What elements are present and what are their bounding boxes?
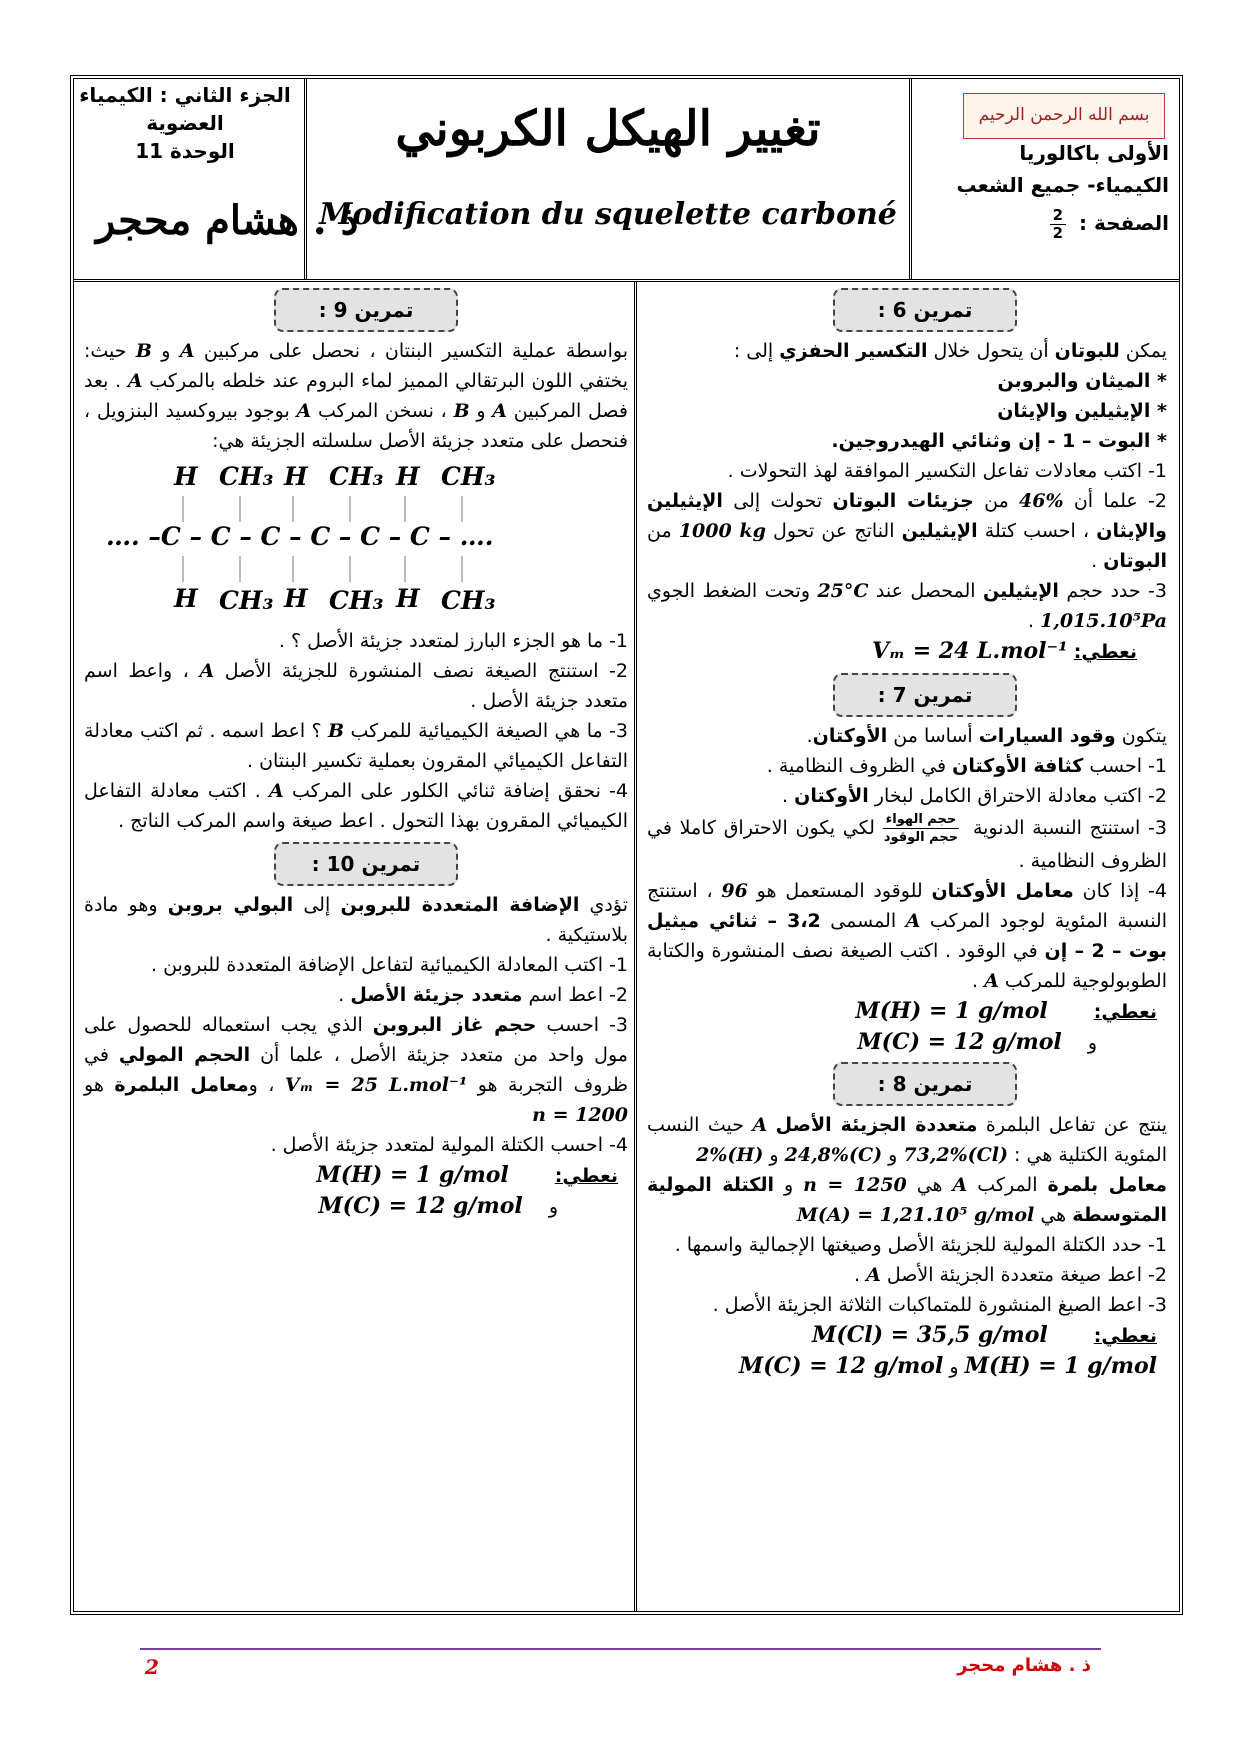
- ex8-intro: ينتج عن تفاعل البلمرة متعددة الجزيئة الأصل A حيث النسب المئوية الكتلية هي : 73,2%(Cl) و 24,8%(C) و 2%(H): [647, 1114, 1168, 1166]
- ex9-question-4: 4- نحقق إضافة ثنائي الكلور على المركب A . اكتب معادلة التفاعل الكيميائي المقرون بهذا التحول . اعط صيغة واسم المركب الناتج .: [84, 780, 628, 832]
- ex6-intro: يمكن للبوتان أن يتحول خلال التكسير الحفزي إلى :: [733, 340, 1167, 362]
- subject-label: الكيمياء- جميع الشعب: [956, 173, 1169, 197]
- ex7-question-2: 2- اكتب معادلة الاحتراق الكامل لبخار الأوكتان .: [782, 785, 1167, 807]
- ex7-question-4: 4- إذا كان معامل الأوكتان للوقود المستعمل هو 96 ، استنتج النسبة المئوية لوجود المركب A المسمى 3،2 – ثنائي ميثيل بوت – 2 – إن في الوقود . اكتب الصيغة نصف المنشورة والكتابة الطوبولوجية للمركب A .: [647, 880, 1168, 992]
- exercise-7-title: تمرين 7 :: [833, 673, 1017, 717]
- ex8-data: معامل بلمرة المركب A هي n = 1250 و الكتلة المولية المتوسطة هي M(A) = 1,21.10⁵ g/mol: [647, 1174, 1167, 1226]
- ex8-given-2: M(H) = 1 g/mol و M(C) = 12 g/mol: [738, 1353, 1157, 1379]
- ex8-question-1: 1- حدد الكتلة المولية للجزيئة الأصل وصيغتها الإجمالية واسمها .: [674, 1234, 1167, 1256]
- ex10-question-1: 1- اكتب المعادلة الكيميائية لتفاعل الإضافة المتعددة للبروبن .: [151, 954, 628, 976]
- author-name: ذ . هشام محجر: [96, 197, 359, 244]
- ex9-question-3: 3- ما هي الصيغة الكيميائية للمركب B ؟ اعط اسمه . ثم اكتب معادلة التفاعل الكيميائي المقرون بعملية تكسير البنتان .: [84, 720, 629, 772]
- ex7-given-2: و M(C) = 12 g/mol: [857, 1029, 1097, 1055]
- header-info-box: [909, 79, 1179, 279]
- mol-top-3: H: [284, 462, 308, 491]
- exercise-6-title: تمرين 6 :: [833, 288, 1017, 332]
- polymer-chain-formula: [84, 456, 628, 626]
- exercise-10-title: تمرين 10 :: [274, 842, 458, 886]
- page-den: 2: [1052, 224, 1064, 242]
- header-title-box: [304, 79, 909, 279]
- header: [74, 79, 1179, 282]
- mol-bottom-1: H: [174, 584, 198, 613]
- ex6-question-3: 3- حدد حجم الإيثيلين المحصل عند 25°C وتحت الضغط الجوي 1,015.10⁵Pa .: [647, 580, 1167, 632]
- footer-page-number: 2: [145, 1655, 159, 1679]
- mol-top-2: CH₃: [219, 462, 274, 491]
- mol-bottom-4: CH₃: [329, 586, 384, 615]
- title-french: Modification du squelette carboné: [319, 197, 897, 232]
- ex9-question-2: 2- استنتج الصيغة نصف المنشورة للجزيئة الأصل A ، واعط اسم متعدد جزيئة الأصل .: [84, 660, 629, 712]
- air-fuel-ratio: $\frac{\text{حجم الهواء}}{\text{حجم الوقود}}$: [883, 812, 959, 845]
- ex9-question-1: 1- ما هو الجزء البارز لمتعدد جزيئة الأصل ؟ .: [278, 630, 628, 652]
- mol-top-5: H: [396, 462, 420, 491]
- ex6-product-2: * الإيثيلين والإيثان: [997, 400, 1167, 422]
- ex8-question-2: 2- اعط صيغة متعددة الجزيئة الأصل A .: [853, 1264, 1167, 1286]
- mol-top-4: CH₃: [329, 462, 384, 491]
- level-label: الأولى باكالوريا: [1019, 141, 1169, 165]
- right-column: [634, 282, 1179, 1611]
- mol-bottom-2: CH₃: [219, 586, 274, 615]
- page-indicator: [1050, 207, 1169, 242]
- footer-divider: [140, 1648, 1101, 1650]
- footer-author: ذ . هشام محجر: [957, 1655, 1091, 1676]
- mol-top-1: H: [174, 462, 198, 491]
- ex10-intro: تؤدي الإضافة المتعددة للبروبن إلى البولي بروبن وهو مادة بلاستيكية .: [84, 894, 628, 946]
- part-line-2: العضوية: [146, 111, 224, 135]
- ex6-question-1: 1- اكتب معادلات تفاعل التكسير الموافقة لهذ التحولات .: [727, 460, 1167, 482]
- left-column: [74, 282, 636, 1611]
- exercise-9-title: تمرين 9 :: [274, 288, 458, 332]
- mol-bottom-6: CH₃: [441, 586, 496, 615]
- page-label: الصفحة :: [1079, 211, 1169, 235]
- mol-top-6: CH₃: [441, 462, 496, 491]
- mol-main-chain: …. –C – C – C – C – C – C – ….: [106, 522, 494, 551]
- ex6-given: نعطي: Vₘ = 24 L.mol⁻¹: [871, 638, 1137, 664]
- ex10-question-2: 2- اعط اسم متعدد جزيئة الأصل .: [338, 984, 628, 1006]
- content-columns: [74, 282, 1179, 1611]
- header-unit-box: [74, 79, 359, 279]
- page-frame: [70, 75, 1183, 1615]
- ex7-given-1: نعطي: M(H) = 1 g/mol: [855, 998, 1157, 1024]
- ex8-given-1: نعطي: M(Cl) = 35,5 g/mol: [811, 1322, 1157, 1348]
- mol-bottom-5: H: [396, 584, 420, 613]
- mol-bottom-3: H: [284, 584, 308, 613]
- page-num: 2: [1050, 207, 1066, 225]
- unit-label: الوحدة 11: [135, 139, 235, 163]
- ex10-question-4: 4- احسب الكتلة المولية لمتعدد جزيئة الأصل .: [270, 1134, 628, 1156]
- ex6-product-3: * البوت – 1 - إن وثنائي الهيدروجين.: [831, 430, 1167, 452]
- title-arabic: تغيير الهيكل الكربوني: [395, 101, 821, 157]
- ex8-question-3: 3- اعط الصيغ المنشورة للمتماكبات الثلاثة الجزيئة الأصل .: [712, 1294, 1167, 1316]
- ex10-question-3: 3- احسب حجم غاز البروبن الذي يجب استعماله للحصول على مول واحد من متعدد جزيئة الأصل ، علما أن الحجم المولي في ظروف التجربة هو Vₘ = 25 L.mol⁻¹ ، ومعامل البلمرة هو n = 1200: [84, 1014, 629, 1126]
- ex9-intro: بواسطة عملية التكسير البنتان ، نحصل على مركبين A و B حيث: يختفي اللون البرتقالي المميز لماء البروم عند خلطه بالمركب A . بعد فصل المركبين A و B ، نسخن المركب A بوجود بيروكسيد البنزويل ، فنحصل على متعدد جزيئة الأصل سلسلته الجزيئة هي:: [84, 340, 629, 452]
- ex7-question-1: 1- احسب كثافة الأوكتان في الظروف النظامية .: [766, 755, 1167, 777]
- exercise-8-title: تمرين 8 :: [833, 1062, 1017, 1106]
- ex10-given-1: نعطي: M(H) = 1 g/mol: [316, 1162, 618, 1188]
- part-line-1: الجزء الثاني : الكيمياء: [79, 83, 291, 107]
- ex7-question-3: 3- استنتج النسبة الدنوية $\frac{\text{حجم الهواء}}{\text{حجم الوقود}}$ لكي يكون الاحتراق كاملا في الظروف النظامية .: [647, 812, 1167, 872]
- ex6-question-2: 2- علما أن 46% من جزيئات البوتان تحولت إلى الإيثيلين والإيثان ، احسب كتلة الإيثيلين الناتج عن تحول 1000 kg من البوتان .: [647, 490, 1167, 572]
- basmala-logo: بسم الله الرحمن الرحيم: [963, 93, 1165, 139]
- page-fraction: [1050, 207, 1066, 242]
- ex7-intro: يتكون وقود السيارات أساسا من الأوكتان.: [806, 725, 1167, 747]
- ex10-given-2: و M(C) = 12 g/mol: [318, 1193, 558, 1219]
- ex6-product-1: * الميثان والبروبن: [997, 370, 1167, 392]
